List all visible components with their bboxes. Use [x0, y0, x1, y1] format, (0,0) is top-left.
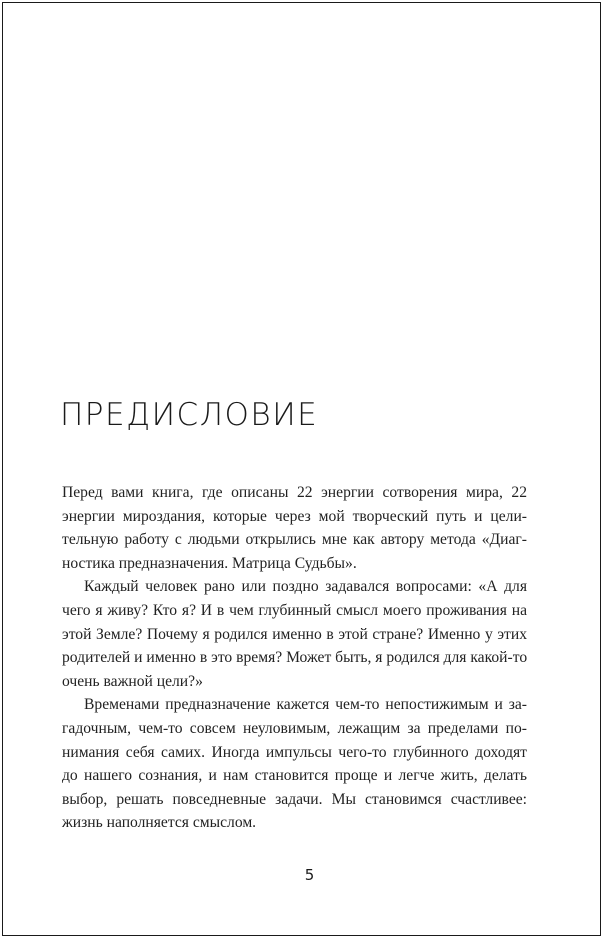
text-line: родителей и именно в это время? Может быть, я родился для какой-то	[62, 649, 528, 667]
text-line: ностика предназначения. Матрица Судьбы».	[62, 554, 357, 572]
paragraph-2	[62, 575, 527, 693]
page-number: 5	[304, 866, 315, 884]
book-page	[2, 2, 601, 936]
text-line: этой Земле? Почему я родился именно в этой стране? Именно у этих	[62, 625, 527, 643]
paragraph-3	[62, 693, 527, 835]
text-line: жизнь наполняется смыслом.	[62, 814, 257, 832]
text-line: гадочным, чем-то совсем неуловимым, лежащим за пределами по-	[62, 719, 527, 737]
text-line: энергии мироздания, которые через мой творческий путь и цели-	[62, 507, 527, 525]
text-line: очень важной цели?»	[62, 672, 203, 690]
text-line: Временами предназначение кажется чем-то непостижимым и за-	[84, 696, 527, 714]
text-line: тельную работу с людьми открылись мне как автору метода «Диаг-	[62, 531, 527, 549]
text-line: чего я живу? Кто я? И в чем глубинный смысл моего проживания на	[62, 601, 527, 619]
text-line: выбор, решать повседневные задачи. Мы становимся счастливее:	[62, 790, 527, 808]
body-text	[62, 481, 527, 835]
text-line: Перед вами книга, где описаны 22 энергии сотворения мира, 22	[62, 484, 527, 501]
chapter-title: ПРЕДИСЛОВИЕ	[60, 397, 319, 433]
text-line: до нашего сознания, и нам становится проще и легче жить, делать	[62, 767, 527, 785]
text-line: нимания себя самих. Иногда импульсы чего-то глубинного доходят	[62, 743, 527, 761]
paragraph-1	[62, 481, 527, 575]
text-line: Каждый человек рано или поздно задавался вопросами: «А для	[84, 578, 527, 596]
